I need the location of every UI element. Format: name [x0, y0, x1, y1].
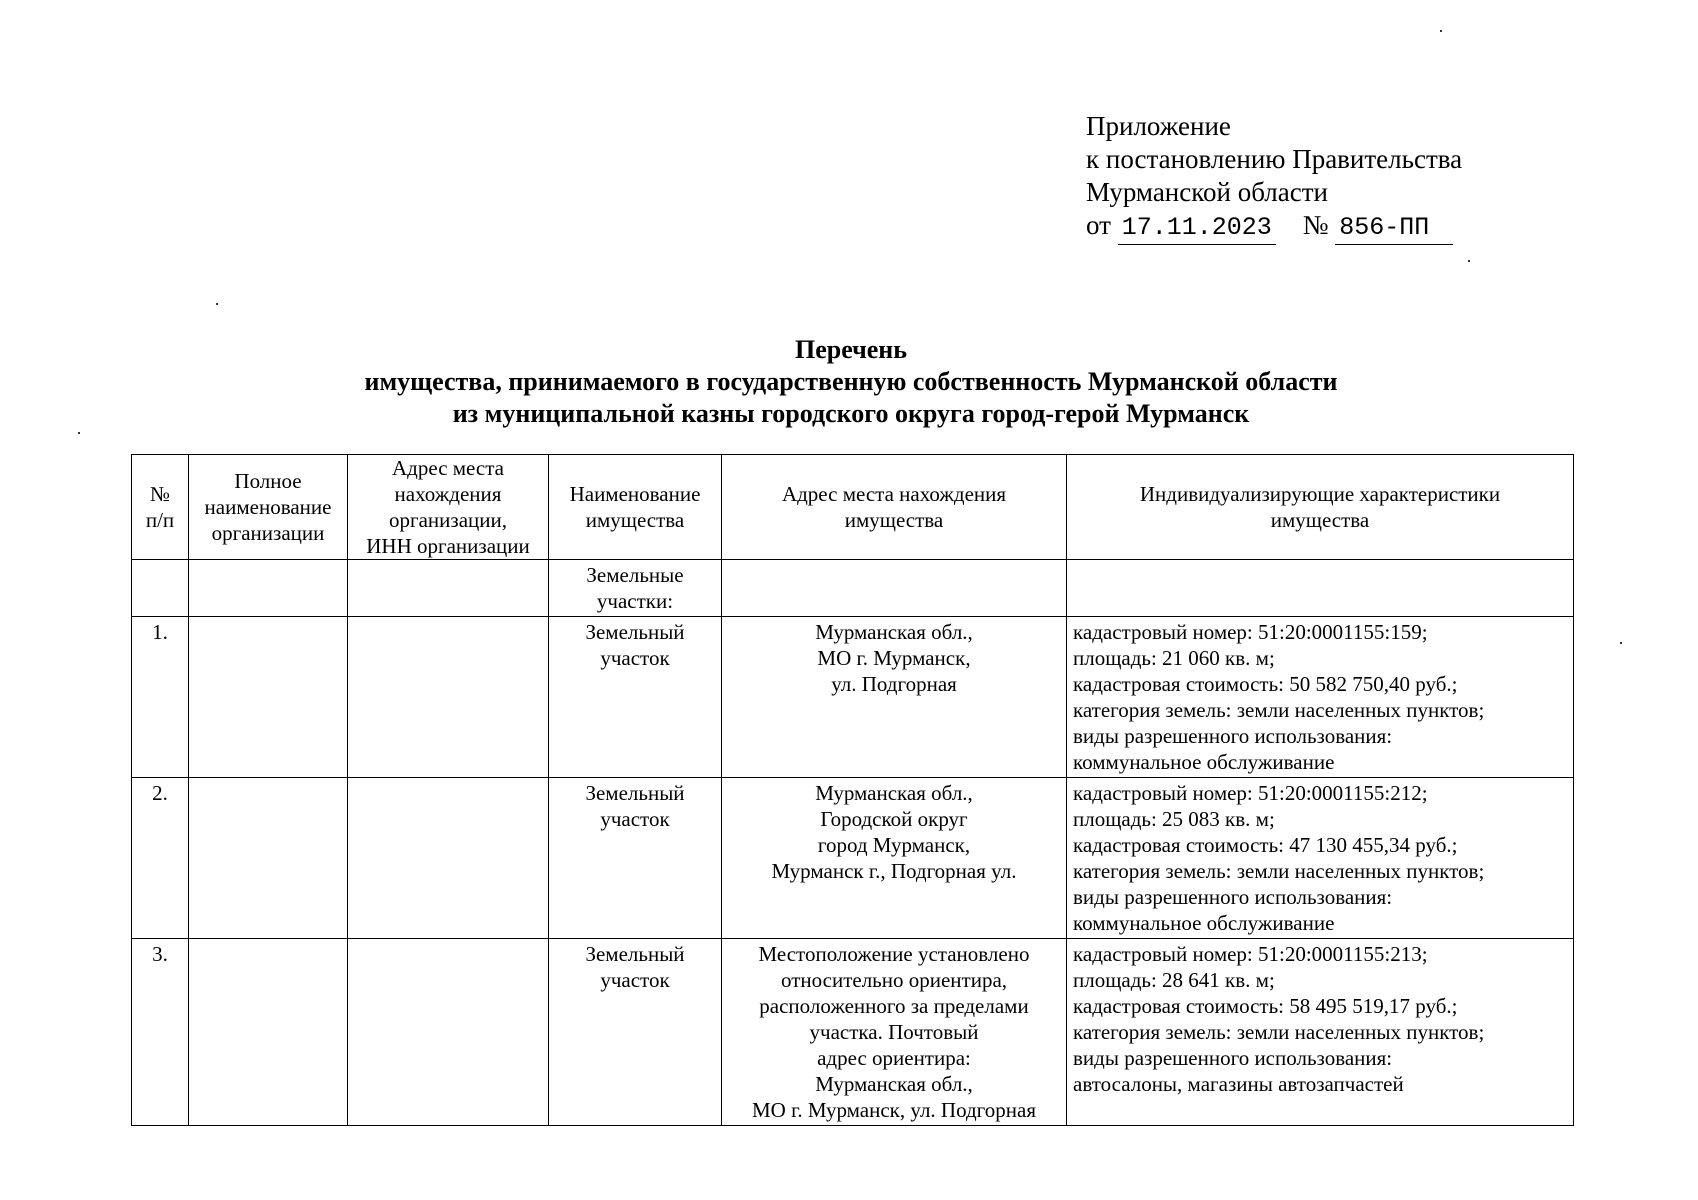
table-row: [132, 778, 1574, 939]
table-header-row: [132, 455, 1574, 560]
header-property-address: Адрес места нахождения имущества: [722, 455, 1067, 560]
document-title: [130, 334, 1572, 430]
org-name-cell: [189, 939, 348, 1126]
property-table: [131, 454, 1574, 1126]
scan-speck: [1468, 260, 1470, 262]
property-address-cell: Местоположение установлено относительно ориентира, расположенного за пределами участка. Почтовый адрес ориентира: Мурманская обл., МО г. Мурманск, ул. Подгорная: [722, 939, 1067, 1126]
title-line-1: Перечень: [794, 335, 908, 364]
header-property-name: Наименование имущества: [549, 455, 722, 560]
org-name-cell: [189, 617, 348, 778]
section-title: Земельные участки:: [549, 560, 722, 617]
row-number: 1.: [132, 617, 189, 778]
property-name-cell: Земельный участок: [549, 617, 722, 778]
appendix-region: Мурманской области: [1086, 177, 1328, 207]
org-name-cell: [189, 778, 348, 939]
scan-speck: [1440, 30, 1442, 32]
resolution-number: 856-ПП: [1335, 211, 1453, 245]
appendix-reference: к постановлению Правительства: [1086, 144, 1463, 174]
section-row: [132, 560, 1574, 617]
table-row: [132, 939, 1574, 1126]
property-address-cell: Мурманская обл., Городской округ город Мурманск, Мурманск г., Подгорная ул.: [722, 778, 1067, 939]
resolution-date: 17.11.2023: [1118, 211, 1276, 245]
org-address-cell: [348, 617, 549, 778]
property-name-cell: Земельный участок: [549, 778, 722, 939]
date-prefix: от: [1086, 210, 1111, 240]
characteristics-cell: кадастровый номер: 51:20:0001155:213; площадь: 28 641 кв. м; кадастровая стоимость: 58 495 519,17 руб.; категория земель: земли населенных пунктов; виды разрешенного использования: автосалоны, магазины автозапчастей: [1067, 939, 1574, 1126]
row-number: 3.: [132, 939, 189, 1126]
property-name-cell: Земельный участок: [549, 939, 722, 1126]
property-address-cell: Мурманская обл., МО г. Мурманск, ул. Подгорная: [722, 617, 1067, 778]
scan-speck: [78, 432, 80, 434]
characteristics-cell: кадастровый номер: 51:20:0001155:159; площадь: 21 060 кв. м; кадастровая стоимость: 50 582 750,40 руб.; категория земель: земли населенных пунктов; виды разрешенного использования: коммунальное обслуживание: [1067, 617, 1574, 778]
characteristics-cell: кадастровый номер: 51:20:0001155:212; площадь: 25 083 кв. м; кадастровая стоимость: 47 130 455,34 руб.; категория земель: земли населенных пунктов; виды разрешенного использования: коммунальное обслуживание: [1067, 778, 1574, 939]
number-prefix: №: [1302, 210, 1329, 240]
header-org-address: Адрес места нахождения организации, ИНН организации: [348, 455, 549, 560]
org-address-cell: [348, 939, 549, 1126]
title-line-3: из муниципальной казны городского округа город-герой Мурманск: [452, 399, 1250, 428]
header-org-name: Полное наименование организации: [189, 455, 348, 560]
appendix-date-number: [1086, 209, 1462, 245]
title-line-2: имущества, принимаемого в государственную собственность Мурманской области: [364, 367, 1338, 396]
table-row: [132, 617, 1574, 778]
row-number: 2.: [132, 778, 189, 939]
header-num: № п/п: [132, 455, 189, 560]
appendix-block: [1086, 110, 1462, 245]
header-characteristics: Индивидуализирующие характеристики имущества: [1067, 455, 1574, 560]
appendix-title: Приложение: [1086, 111, 1231, 141]
org-address-cell: [348, 778, 549, 939]
scan-speck: [1620, 642, 1622, 644]
scan-speck: [216, 303, 218, 305]
